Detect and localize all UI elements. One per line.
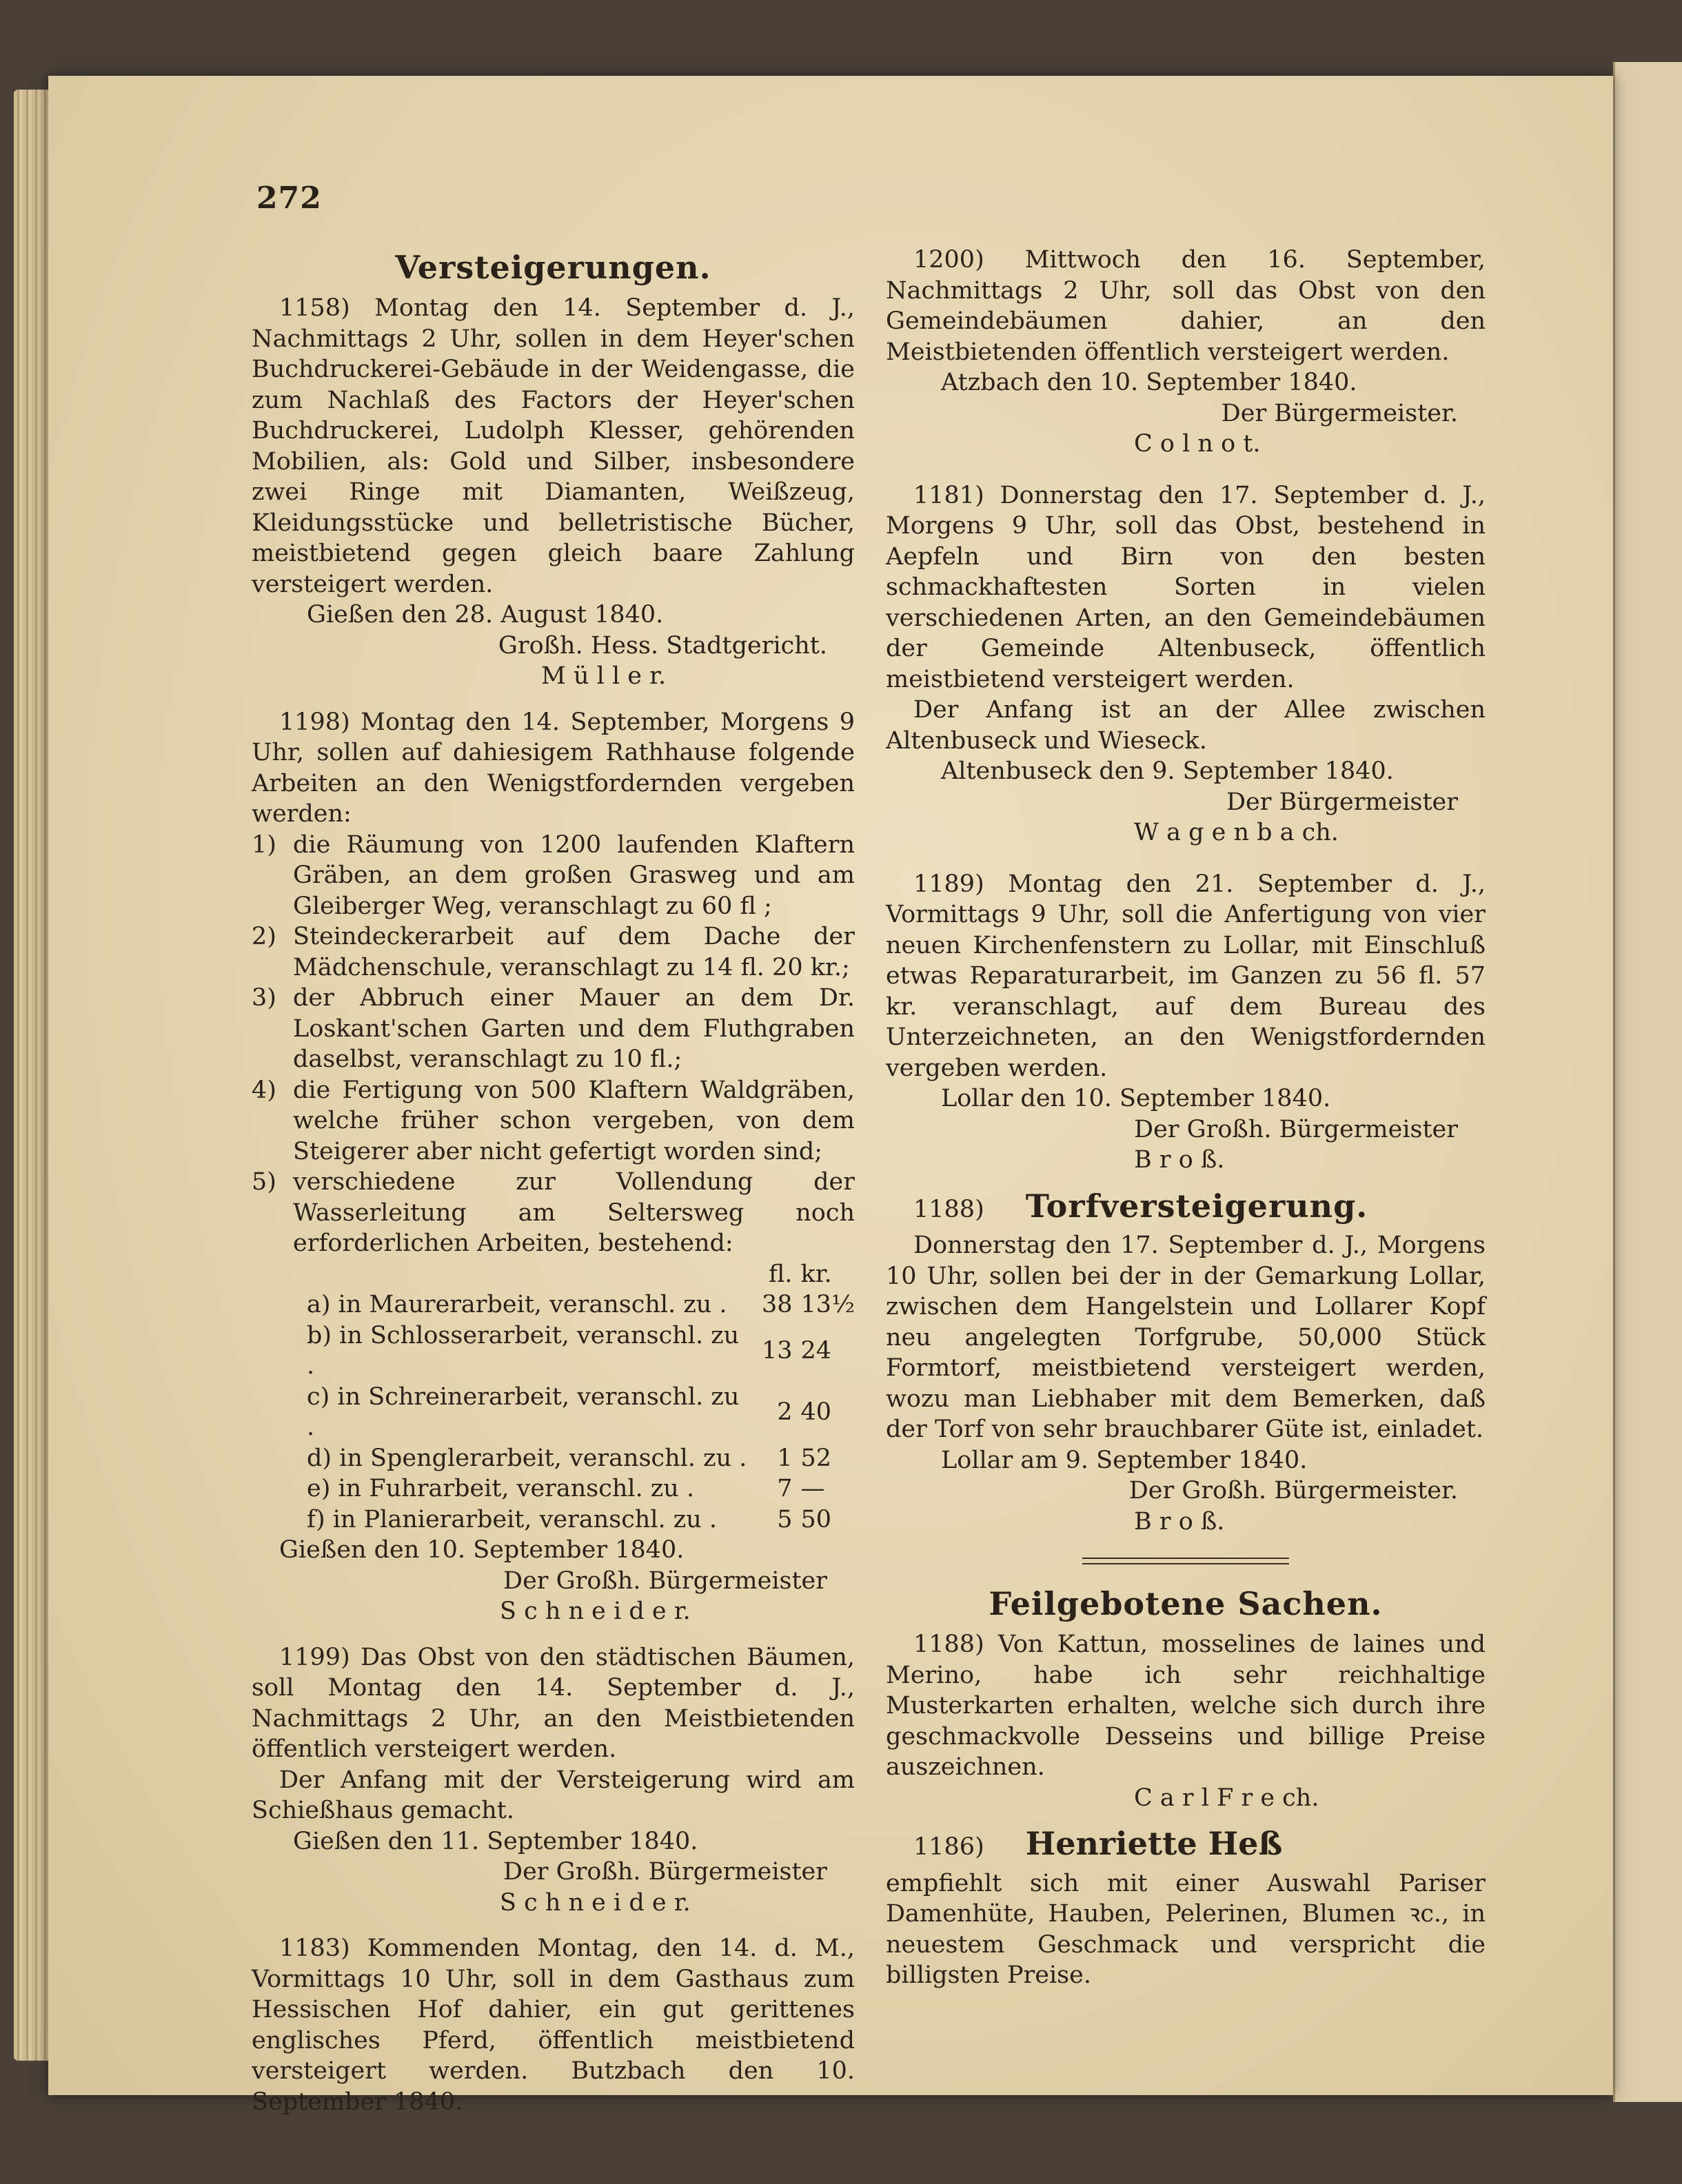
notice-1183 (252, 1933, 855, 2117)
next-page-edge (1613, 62, 1682, 2102)
notice-text: 1189) Montag den 21. September d. J., Vormittags 9 Uhr, soll die Anfertigung von vier neuen Kirchenfenstern zu Lollar, mit Einschluß etwas Reparaturarbeit, im Ganzen zu 56 fl. 57 kr. veranschlagt, auf dem Bureau des Unterzeichneten, an den Wenigstfordernden vergeben werden. (886, 870, 1486, 1082)
authority: Der Bürgermeister (1226, 788, 1458, 816)
notice-1188-torf (886, 1187, 1486, 1538)
cost-kr: 52 (800, 1444, 832, 1472)
cost-table (252, 1259, 855, 1535)
notice-1198 (252, 707, 855, 1627)
authority: Großh. Hess. Stadtgericht. (498, 631, 827, 660)
cost-kr: — (800, 1475, 825, 1502)
list-item (252, 921, 855, 983)
cost-fl: 2 (777, 1398, 793, 1426)
signature: W a g e n b a ch. (1134, 819, 1339, 846)
place-date: Lollar den 10. September 1840. (941, 1085, 1331, 1112)
cost-kr: 13½ (800, 1291, 855, 1318)
cost-kr: 50 (800, 1505, 832, 1533)
notice-text: 1183) Kommenden Montag, den 14. d. M., Vormittags 10 Uhr, soll in dem Gasthaus zum Hessischen Hof dahier, ein gut gerittenes englisches Pferd, öffentlich meistbietend versteigert werden. Butzbach den 10. September 1840. (252, 1935, 855, 2116)
notice-text: 1199) Das Obst von den städtischen Bäumen, soll Montag den 14. September d. J., Nachmittags 2 Uhr, an den Meistbietenden öffentlich versteigert werden. (252, 1643, 855, 1763)
item-number: 5) (252, 1168, 276, 1196)
cost-header-row (252, 1259, 855, 1290)
cost-label: c) in Schreinerarbeit, veranschl. zu . (307, 1382, 740, 1441)
section-divider (1082, 1558, 1289, 1564)
cost-label: f) in Planierarbeit, veranschl. zu . (307, 1505, 718, 1533)
notice-heading (886, 1187, 1486, 1225)
page-number: 272 (256, 181, 322, 216)
notice-1158 (252, 293, 855, 692)
notice-heading (886, 1825, 1486, 1863)
cost-label: b) in Schlosserarbeit, veranschl. zu . (307, 1321, 740, 1380)
kr-header: kr. (800, 1260, 832, 1288)
cost-label: d) in Spenglerarbeit, veranschl. zu . (307, 1444, 747, 1472)
place-date: Gießen den 28. August 1840. (307, 601, 664, 629)
list-item (252, 1167, 855, 1259)
notice-text: empfiehlt sich mit einer Auswahl Pariser Damenhüte, Hauben, Pelerinen, Blumen ꝛc., in neuestem Geschmack und verspricht die billigsten Preise. (886, 1869, 1486, 1989)
cost-row (252, 1443, 855, 1474)
section-title-feilgebotene-sachen: Feilgebotene Sachen. (989, 1585, 1383, 1622)
cost-row (252, 1320, 855, 1382)
signature: B r o ß. (1134, 1146, 1225, 1174)
notice-number: 1188) (913, 1195, 984, 1223)
notice-title: Torfversteigerung. (1025, 1187, 1368, 1225)
notice-text: 1181) Donnerstag den 17. September d. J., Morgens 9 Uhr, soll das Obst, bestehend in Aepfeln und Birn von den besten schmackhaftesten Sorten in vielen verschiedenen Arten, an den Gemeindebäumen der Gemeinde Altenbuseck, öffentlich meistbietend versteigert werden. (886, 481, 1486, 693)
place-date: Altenbuseck den 9. September 1840. (941, 757, 1394, 785)
notice-note: Der Anfang mit der Versteigerung wird am Schießhaus gemacht. (252, 1766, 855, 1824)
cost-row (252, 1382, 855, 1443)
cost-row (252, 1289, 855, 1320)
authority: Der Großh. Bürgermeister (1134, 1115, 1458, 1143)
notice-text: 1200) Mittwoch den 16. September, Nachmittags 2 Uhr, soll das Obst von den Gemeindebäumen dahier, an den Meistbietenden öffentlich versteigert werden. (886, 246, 1486, 366)
place-date: Gießen den 10. September 1840. (279, 1536, 685, 1564)
place-date: Gießen den 11. September 1840. (293, 1827, 698, 1855)
signature: C a r l F r e ch. (1134, 1784, 1319, 1812)
notice-text: 1188) Von Kattun, mosselines de laines und Merino, habe ich sehr reichhaltige Musterkarten erhalten, welche sich durch ihre geschmackvolle Desseins und billige Preise auszeichnen. (886, 1631, 1486, 1781)
left-column (252, 245, 855, 2132)
fl-header: fl. (769, 1260, 793, 1288)
notice-number: 1186) (913, 1833, 984, 1861)
notice-1199 (252, 1642, 855, 1919)
item-number: 2) (252, 923, 276, 950)
notice-note: Der Anfang ist an der Allee zwischen Altenbuseck und Wieseck. (886, 696, 1486, 755)
item-text: die Räumung von 1200 laufenden Klaftern Gräben, an dem großen Grasweg und am Gleiberger Weg, veranschlagt zu 60 fl ; (293, 830, 855, 920)
signature: B r o ß. (1134, 1507, 1225, 1535)
authority: Der Großh. Bürgermeister. (1128, 1477, 1458, 1504)
section-title-versteigerungen: Versteigerungen. (395, 249, 711, 286)
place-date: Lollar am 9. September 1840. (941, 1446, 1308, 1474)
list-item (252, 830, 855, 922)
signature: M ü l l e r. (541, 662, 667, 690)
notice-1200 (886, 245, 1486, 460)
cost-fl: 1 (777, 1444, 793, 1472)
notice-1186 (886, 1825, 1486, 1991)
cost-fl: 5 (777, 1505, 793, 1533)
cost-row (252, 1504, 855, 1535)
signature: C o l n o t. (1134, 430, 1261, 458)
cost-kr: 24 (800, 1336, 832, 1365)
item-text: Steindeckerarbeit auf dem Dache der Mädchenschule, veranschlagt zu 14 fl. 20 kr.; (293, 923, 855, 981)
notice-1188-kattun (886, 1629, 1486, 1813)
item-number: 4) (252, 1076, 276, 1104)
advertiser-name: Henriette Heß (1025, 1825, 1283, 1862)
cost-kr: 40 (800, 1398, 832, 1426)
item-number: 3) (252, 984, 276, 1012)
cost-label: a) in Maurerarbeit, veranschl. zu . (307, 1291, 727, 1318)
list-item (252, 1075, 855, 1167)
authority: Der Großh. Bürgermeister (503, 1858, 827, 1886)
place-date: Atzbach den 10. September 1840. (941, 369, 1357, 396)
authority: Der Großh. Bürgermeister (503, 1566, 827, 1595)
cost-fl: 13 (761, 1336, 793, 1365)
item-text: die Fertigung von 500 Klaftern Waldgräben, welche früher schon vergeben, von dem Steigerer aber nicht gefertigt worden sind; (293, 1076, 855, 1165)
cost-fl: 38 (761, 1291, 793, 1318)
item-text: verschiedene zur Vollendung der Wasserleitung am Seltersweg noch erforderlichen Arbeiten, bestehend: (293, 1168, 855, 1257)
notice-text: 1198) Montag den 14. September, Morgens 9 Uhr, sollen auf dahiesigem Rathhause folgende Arbeiten an den Wenigstfordernden vergeben werden: (252, 708, 855, 828)
list-item (252, 983, 855, 1075)
cost-row (252, 1473, 855, 1504)
authority: Der Bürgermeister. (1221, 399, 1458, 427)
cost-fl: 7 (777, 1475, 793, 1502)
cost-label: e) in Fuhrarbeit, veranschl. zu . (307, 1475, 695, 1502)
notice-text: 1158) Montag den 14. September d. J., Nachmittags 2 Uhr, sollen in dem Heyer'schen Buchdruckerei-Gebäude in der Weidengasse, die zum Nachlaß des Factors der Heyer'schen Buchdruckerei, Ludolph Klesser, gehörenden Mobilien, als: Gold und Silber, insbesondere zwei Ringe mit Diamanten, Weißzeug, Kleidungsstücke und belletristische Bücher, meistbietend gegen gleich baare Zahlung versteigert werden. (252, 294, 855, 598)
item-text: der Abbruch einer Mauer an dem Dr. Loskant'schen Garten und dem Fluthgraben daselbst, veranschlagt zu 10 fl.; (293, 984, 855, 1073)
notice-1181 (886, 480, 1486, 848)
notice-text: Donnerstag den 17. September d. J., Morgens 10 Uhr, sollen bei der in der Gemarkung Lollar, zwischen dem Hangelstein und Lollarer Kopf neu angelegten Torfgrube, 50,000 Stück Formtorf, meistbietend versteigert werden, wozu man Liebhaber mit dem Bemerken, daß der Torf von sehr brauchbarer Güte ist, einladet. (886, 1232, 1486, 1443)
item-number: 1) (252, 830, 276, 859)
notice-1189 (886, 869, 1486, 1176)
signature: S c h n e i d e r. (500, 1598, 691, 1625)
right-column (886, 245, 1486, 2006)
signature: S c h n e i d e r. (500, 1888, 691, 1917)
